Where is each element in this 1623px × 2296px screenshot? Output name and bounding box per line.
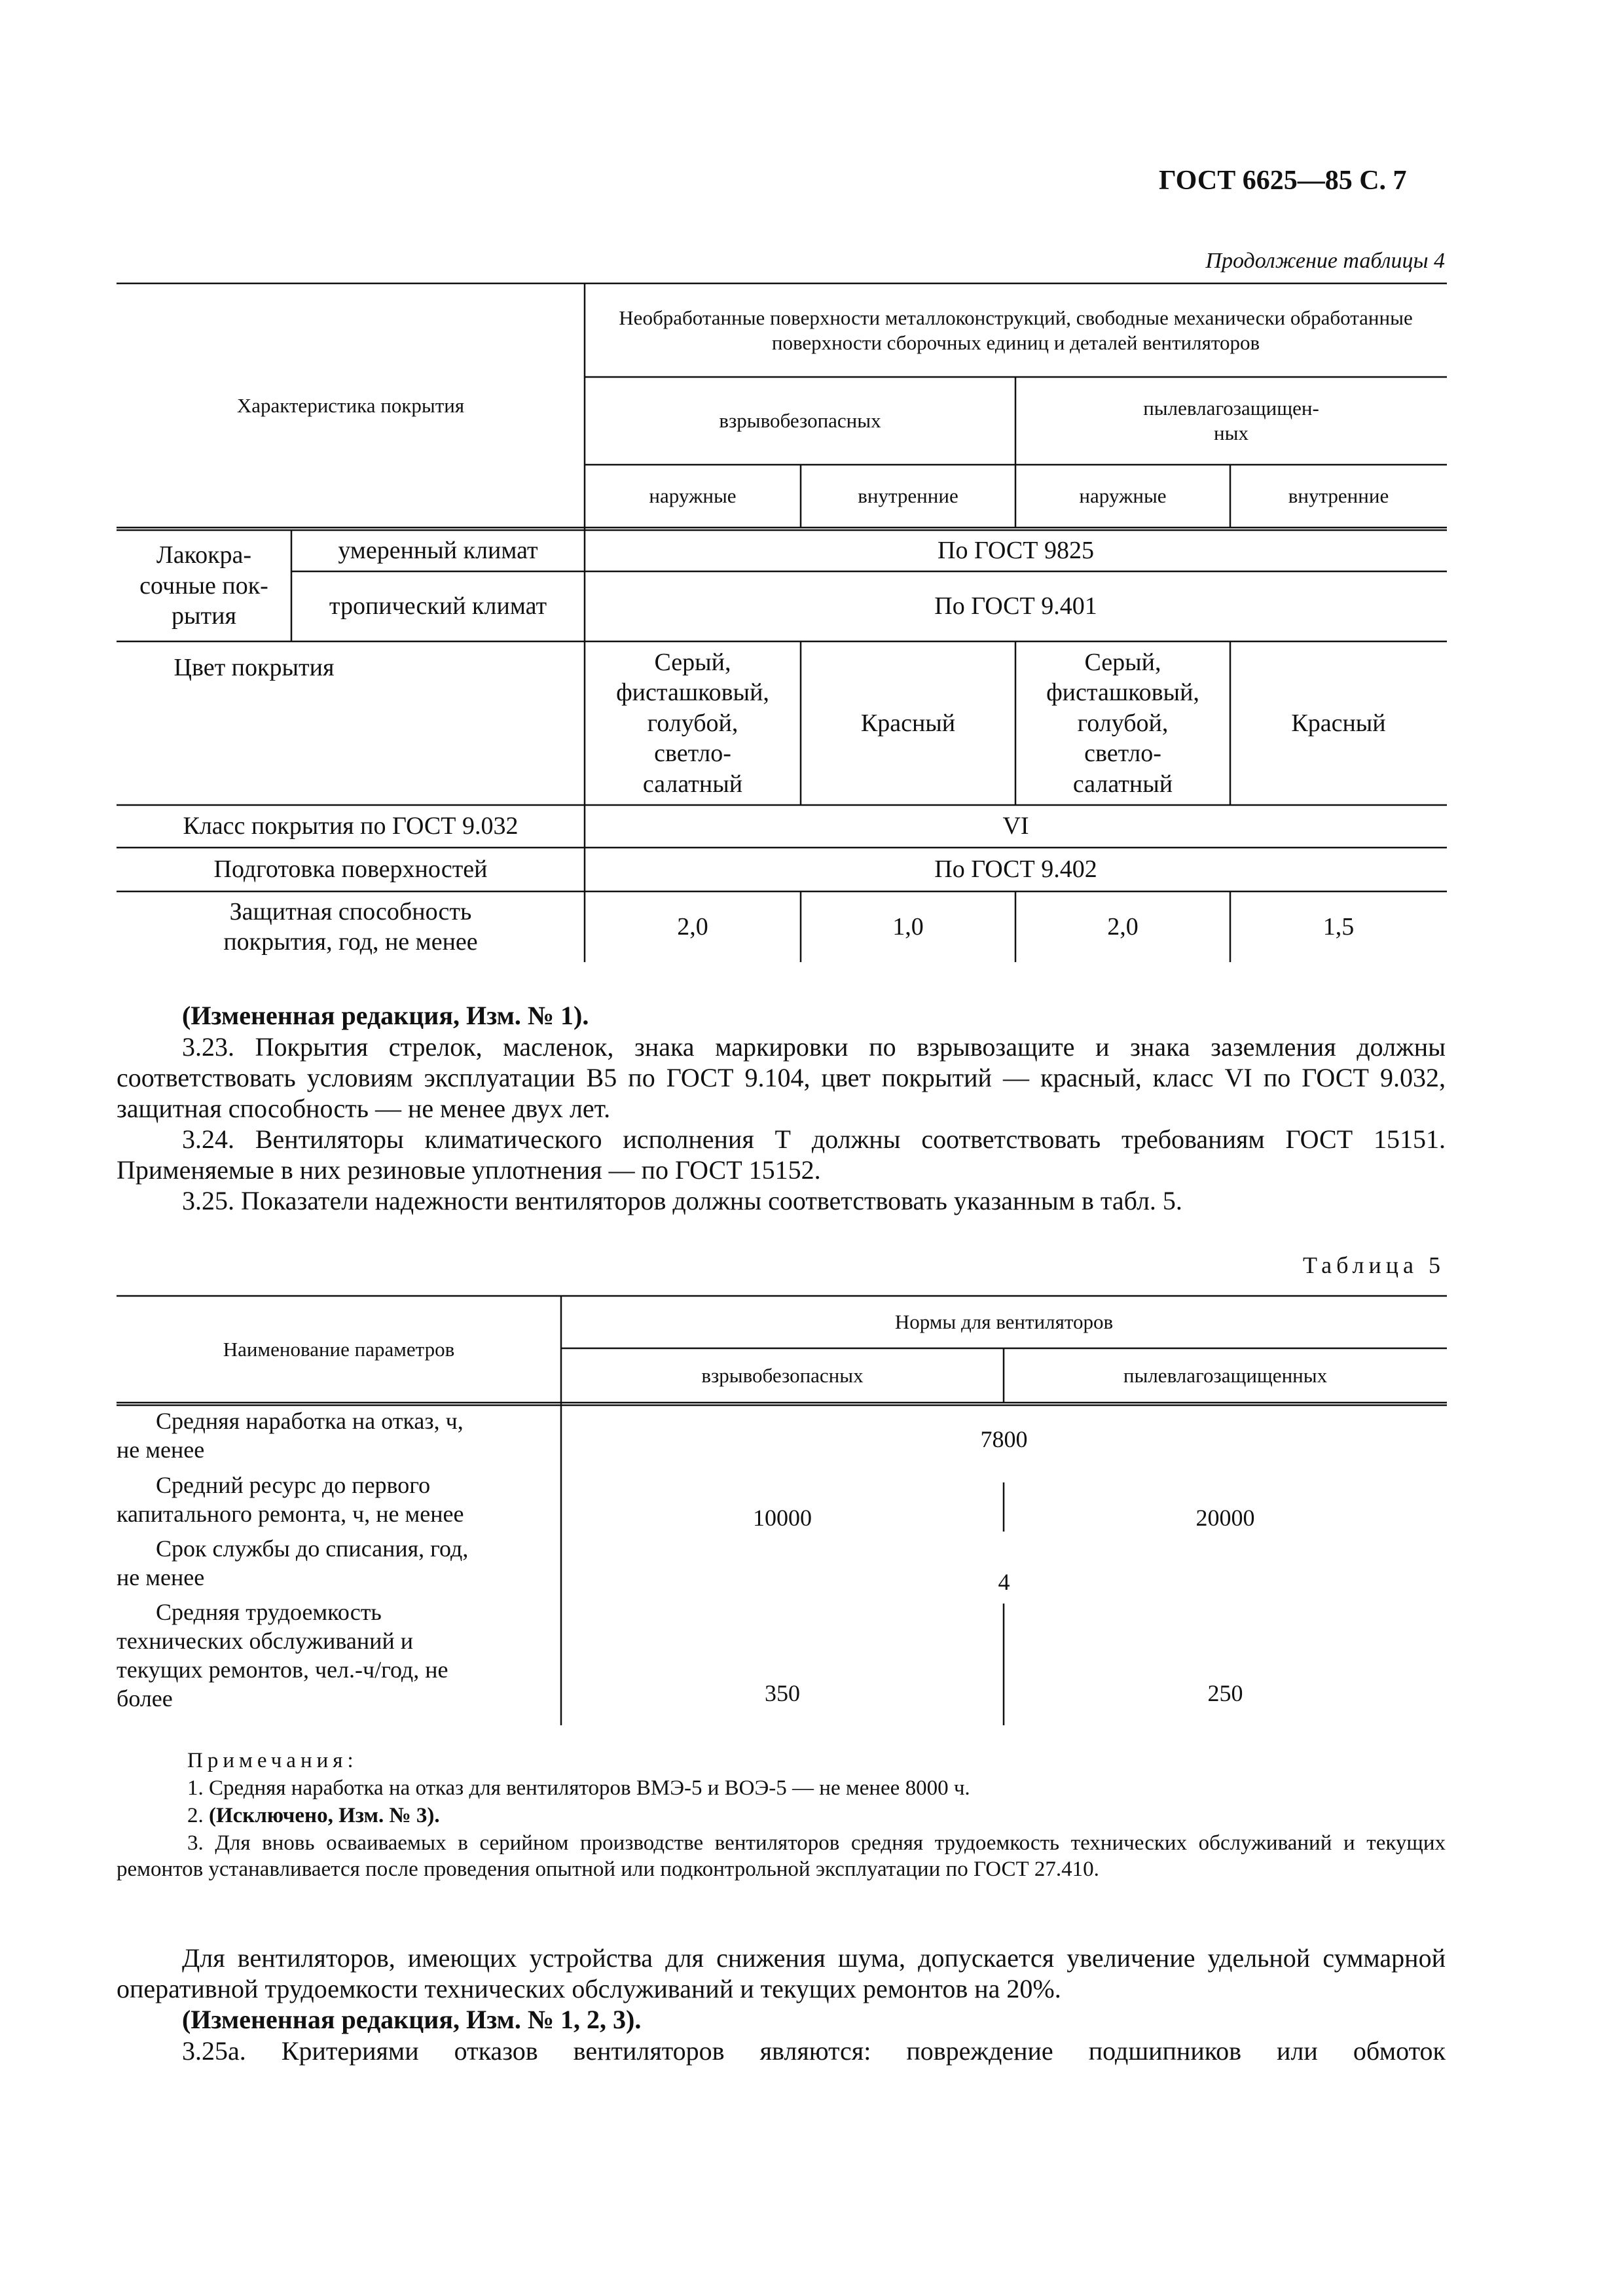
table5-header-explosion: взрывобезопасных — [701, 1363, 864, 1387]
table4-header-outer-1: наружные — [649, 484, 737, 508]
table-continuation-caption: Продолжение таблицы 4 — [1205, 249, 1445, 273]
table4-color-grey-2: Серый, фисташковый, голубой, светло- салатный — [1046, 649, 1199, 798]
note-3: 3. Для вновь осваиваемых в серийном производстве вентиляторов средняя трудоемкость технических обслуживаний и текущих ремонтов устанавливается после проведения опытной или подконтрольной эксплуатации по ГОСТ 27.410. — [117, 1831, 1446, 1881]
paragraph-noise: Для вентиляторов, имеющих устройства для снижения шума, допускается увеличение удельной суммарной оперативной трудоемкости технических обслуживаний и текущих ремонтов на 20%. — [117, 1943, 1446, 2003]
table4-color-label: Цвет покрытия — [173, 653, 335, 681]
table4-prep-value: По ГОСТ 9.402 — [934, 855, 1097, 884]
table4-prep-label: Подготовка поверхностей — [213, 855, 488, 884]
edition-note-1: (Измененная редакция, Изм. № 1). — [182, 1001, 589, 1030]
table5-row4-value-dustproof: 250 — [1207, 1680, 1243, 1707]
page-header: ГОСТ 6625—85 С. 7 — [1159, 166, 1407, 196]
table4-paint-label: Лакокра- сочные пок- рытия — [139, 541, 268, 630]
table4-header-surfaces: Необработанные поверхности металлоконструкций, свободные механически обработанные поверхности сборочных единиц и деталей вентиляторов — [619, 306, 1413, 354]
table5-row2-label: Средний ресурс до первого капитального ремонта, ч, не менее — [117, 1472, 464, 1527]
table4-color-red-2: Красный — [1291, 709, 1386, 737]
table5-row4-value-explosion: 350 — [765, 1680, 800, 1707]
table4-color-grey-1: Серый, фисташковый, голубой, светло- салатный — [616, 649, 769, 798]
table5-header-norms: Нормы для вентиляторов — [894, 1310, 1114, 1334]
paragraph-3-25: 3.25. Показатели надежности вентиляторов должны соответствовать указанным в табл. 5. — [182, 1186, 1182, 1215]
table4-protect-value-4: 1,5 — [1322, 912, 1355, 941]
notes-title: Примечания: — [187, 1749, 358, 1772]
table5-row2-value-explosion: 10000 — [753, 1505, 812, 1532]
table5-row3-label: Срок службы до списания, год, не менее — [117, 1535, 469, 1590]
table5-header-name: Наименование параметров — [223, 1337, 455, 1361]
table4-temperate-label: умеренный климат — [338, 537, 538, 565]
note-2: 2. (Исключено, Изм. № 3). — [187, 1804, 440, 1827]
table5-row1-value: 7800 — [980, 1426, 1028, 1453]
table4-class-label: Класс покрытия по ГОСТ 9.032 — [183, 812, 519, 840]
paragraph-3-24: 3.24. Вентиляторы климатического исполнения Т должны соответствовать требованиям ГОСТ 15151. Применяемые в них резиновые уплотнения — по ГОСТ 15152. — [117, 1124, 1446, 1185]
table5-row2-value-dustproof: 20000 — [1195, 1505, 1255, 1532]
note-1: 1. Средняя наработка на отказ для вентиляторов ВМЭ-5 и ВОЭ-5 — не менее 8000 ч. — [187, 1776, 970, 1800]
table4-protect-value-1: 2,0 — [677, 912, 708, 941]
table4-header-inner-2: внутренние — [1288, 484, 1389, 508]
table4-color-red-1: Красный — [860, 709, 956, 737]
paragraph-3-23: 3.23. Покрытия стрелок, масленок, знака маркировки по взрывозащите и знака заземления должны соответствовать условиям эксплуатации В5 по ГОСТ 9.104, цвет покрытий — красный, класс VI по ГОСТ 9.032, защитная способность — не менее двух лет. — [117, 1032, 1446, 1123]
table4-temperate-value: По ГОСТ 9825 — [938, 537, 1094, 565]
table5-caption: Таблица 5 — [1303, 1252, 1445, 1278]
table4-protect-value-2: 1,0 — [892, 912, 924, 941]
table5-row4-label: Средняя трудоемкость технических обслуживаний и текущих ремонтов, чел.-ч/год, не более — [117, 1599, 448, 1712]
table4-header-inner-1: внутренние — [858, 484, 958, 508]
paragraph-3-25a: 3.25а. Критериями отказов вентиляторов являются: повреждение подшипников или обмоток — [182, 2036, 1446, 2066]
table5-header-dustproof: пылевлагозащищенных — [1123, 1363, 1328, 1387]
table5-row3-value: 4 — [998, 1569, 1010, 1596]
table4-header-outer-2: наружные — [1079, 484, 1167, 508]
table4-header-characteristic: Характеристика покрытия — [236, 393, 465, 417]
table4-header-explosion: взрывобезопасных — [719, 409, 881, 433]
table4-class-value: VI — [1002, 812, 1029, 840]
edition-note-123: (Измененная редакция, Изм. № 1, 2, 3). — [182, 2005, 642, 2034]
table4-header-dustproof: пылевлагозащищен- ных — [1143, 397, 1319, 444]
table4-protect-value-3: 2,0 — [1107, 912, 1139, 941]
table4-tropical-label: тропический климат — [329, 592, 547, 620]
table4-protect-label: Защитная способность покрытия, год, не менее — [223, 897, 478, 956]
table5-row1-label: Средняя наработка на отказ, ч, не менее — [117, 1408, 464, 1463]
table4-tropical-value: По ГОСТ 9.401 — [934, 592, 1097, 620]
